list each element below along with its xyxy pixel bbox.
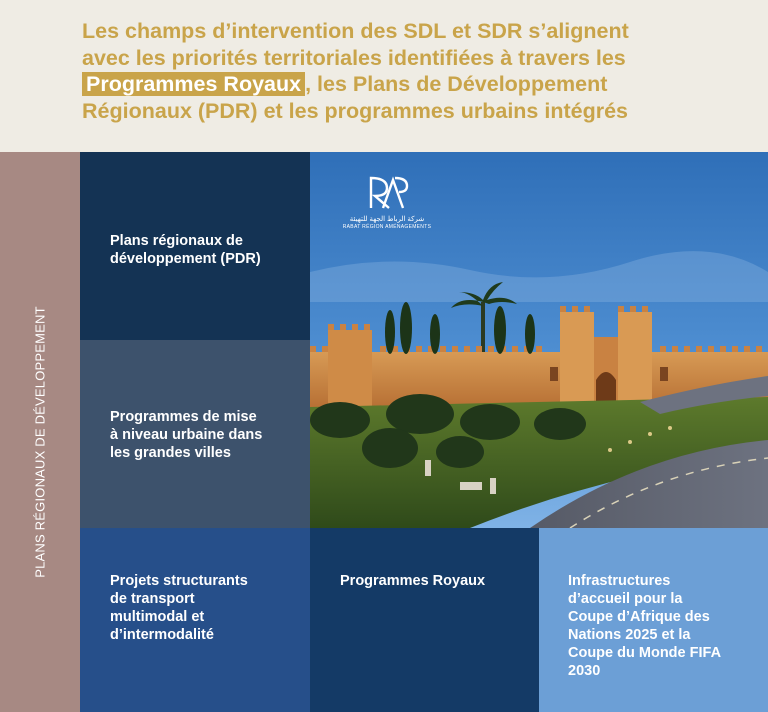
tile-royal-line: Programmes Royaux	[340, 573, 486, 589]
header	[0, 0, 768, 152]
rar-logo-icon	[365, 174, 409, 210]
headline-line-3: , les Plans de Développement	[305, 72, 608, 96]
tile-urban	[80, 340, 310, 528]
tile-urban-line: à niveau urbaine dans	[110, 427, 263, 443]
tile-transport-line: Projets structurants	[110, 573, 248, 589]
headline	[82, 18, 762, 124]
company-logo	[332, 174, 442, 231]
headline-highlight: Programmes Royaux	[82, 72, 305, 96]
tile-urban-line: les grandes villes	[110, 445, 231, 461]
tile-royal	[310, 528, 539, 712]
tile-transport-line: multimodal et	[110, 609, 205, 625]
tile-pdr-line: Plans régionaux de	[110, 233, 243, 249]
tile-infra-line: Coupe du Monde FIFA	[568, 645, 722, 661]
tile-infra-line: Nations 2025 et la	[568, 627, 691, 643]
tile-infra-line: Infrastructures	[568, 573, 671, 589]
tile-infra-line: 2030	[568, 663, 601, 679]
tile-transport-line: d’intermodalité	[110, 627, 214, 643]
sidebar-label: PLANS RÉGIONAUX DE DÉVELOPPEMENT	[32, 306, 48, 578]
sidebar	[0, 152, 80, 712]
tile-infra-line: Coupe d’Afrique des	[568, 609, 710, 625]
logo-caption: RABAT RÉGION AMÉNAGEMENTS	[342, 224, 432, 230]
headline-line-4: Régionaux (PDR) et les programmes urbains intégrés	[82, 98, 628, 123]
tile-infra	[539, 528, 768, 712]
tile-pdr	[80, 152, 310, 340]
headline-line-2: avec les priorités territoriales identifiées à travers les	[82, 45, 626, 70]
logo-arabic: شركة الرباط الجهة للتهيئة	[349, 216, 425, 223]
headline-line-1: Les champs d’intervention des SDL et SDR s’alignent	[82, 19, 629, 43]
kasbah-photo	[310, 152, 768, 528]
tile-pdr-line: développement (PDR)	[110, 251, 261, 267]
tile-transport	[80, 528, 310, 712]
tile-transport-line: de transport	[110, 591, 195, 607]
tile-infra-line: d’accueil pour la	[568, 591, 683, 607]
tile-urban-line: Programmes de mise	[110, 409, 257, 425]
